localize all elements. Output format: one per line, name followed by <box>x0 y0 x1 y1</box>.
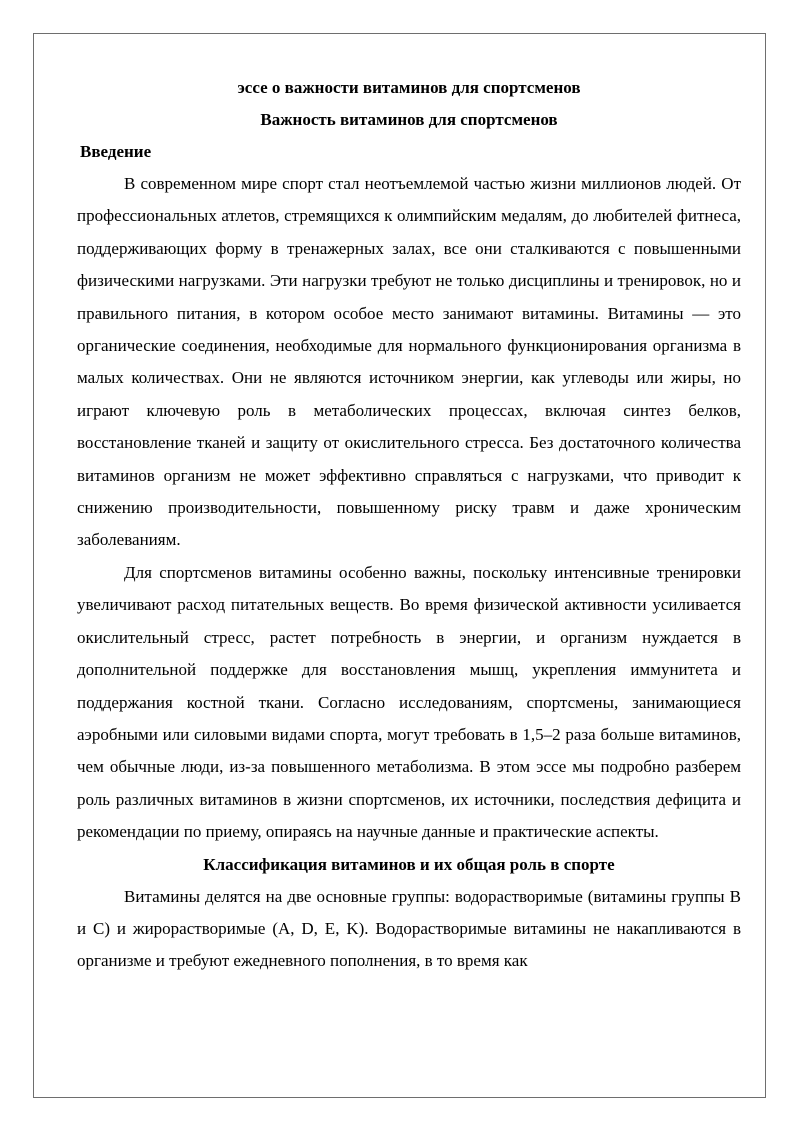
paragraph: Для спортсменов витамины особенно важны, поскольку интенсивные тренировки увеличивают расход питательных веществ. Во время физической активности усиливается окислительный стресс, растет потребность в энергии, и организм нуждается в дополнительной поддержке для восстановления мышц, укрепления иммунитета и поддержания костной ткани. Согласно исследованиям, спортсмены, занимающиеся аэробными или силовыми видами спорта, могут требовать в 1,5–2 раза больше витаминов, чем обычные люди, из-за повышенного метаболизма. В этом эссе мы подробно разберем роль различных витаминов в жизни спортсменов, их источники, последствия дефицита и рекомендации по приему, опираясь на научные данные и практические аспекты. <box>77 562 741 842</box>
paragraph: Витамины делятся на две основные группы: водорастворимые (витамины группы B и C) и жирорастворимые (A, D, E, K). Водорастворимые витамины не накапливаются в организме и требуют ежедневного пополнения, в то время как <box>77 886 741 971</box>
paragraph: В современном мире спорт стал неотъемлемой частью жизни миллионов людей. От профессиональных атлетов, стремящихся к олимпийским медалям, до любителей фитнеса, поддерживающих форму в тренажерных залах, все они сталкиваются с повышенными физическими нагрузками. Эти нагрузки требуют не только дисциплины и тренировок, но и правильного питания, в котором особое место занимают витамины. Витамины — это органические соединения, необходимые для нормального функционирования организма в малых количествах. Они не являются источником энергии, как углеводы или жиры, но играют ключевую роль в метаболических процессах, включая синтез белков, восстановление тканей и защиту от окислительного стресса. Без достаточного количества витаминов организм не может эффективно справляться с нагрузками, что приводит к снижению производительности, повышенному риску травм и даже хроническим заболеваниям. <box>77 174 741 550</box>
document-title: эссе о важности витаминов для спортсменов <box>237 78 581 97</box>
document-subtitle: Важность витаминов для спортсменов <box>260 110 558 129</box>
section-heading-introduction: Введение <box>80 142 152 161</box>
document-body <box>77 72 741 978</box>
section-heading-classification: Классификация витаминов и их общая роль в спорте <box>203 854 615 874</box>
